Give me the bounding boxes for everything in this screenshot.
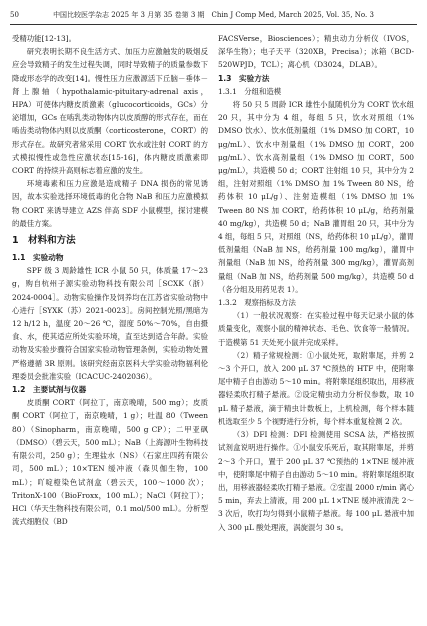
paragraph-instruments-continued: FACSVerse，Biosciences）；精虫动力分析仪（IVOS，深华生物）；电子天平（320XB，Precisa）；冰箱（BCD-520WPJD，TCL）；离心机（D3024，DLAB）。 [218, 34, 414, 70]
subsection-heading-methods: 1.3 实验方法 [218, 73, 270, 83]
paragraph-grouping: 将 50 只 5 周龄 ICR 雄性小鼠随机分为 CORT 饮水组 20 只，其中分为 4 组，每组 5 只，饮水对照组（1% DMSO 饮水）、饮水低剂量组（1% DMSO 加 CORT，10 μg/mL）、饮水中剂量组（1% DMSO 加 CORT，200 μg/mL）、饮水高剂量组（1% DMSO 加 CORT，500 μg/mL），共造模 50 d；CORT 注射组 10 只，其中分为 2 组，注射对照组（1% DMSO 加 1% Tween 80 NS，给药体积 10 μL/g）、注射造模组（1% DMSO 加 1% Tween 80 NS 加 CORT，给药体积 10 μL/g，给药剂量 40 mg/kg），共造模 50 d；NaB 灌胃组 20 只，其中分为 4 组，每组 5 只，对照组（NS，给药体积 10 μL/g），灌胃低剂量组（NaB 加 NS，给药剂量 100 mg/kg），灌胃中剂量组（NaB 加 NS，给药剂量 300 mg/kg），灌胃高剂量组（NaB 加 NS，给药剂量 500 mg/kg），共造模 50 d（各分组及用药见表 1）。 [218, 100, 414, 294]
subsection-heading-animals: 1.1 实验动物 [12, 253, 64, 263]
running-header [10, 8, 417, 22]
paragraph-general-observation: （1）一般状况观察：在实验过程中每天记录小鼠的体质量变化，观察小鼠的精神状态、毛色、饮食等一般情况。于造模第 51 天处死小鼠并完成采样。 [218, 311, 414, 347]
paragraph-rationale: 环境毒素和压力应激是造成精子 DNA 损伤的常见诱因，故本实验选择环境低毒的化合物 NaB 和压力应激模拟物 CORT 来诱导建立 AZS 伴高 SDF 小鼠模型，探讨建模的最佳方案。 [12, 179, 208, 228]
subsection-heading-reagents: 1.2 主要试剂与仪器 [12, 385, 87, 395]
subsubsection-heading-indicators: 1.3.2 观察指标及方法 [218, 298, 296, 308]
section-heading-materials-methods: 1 材料和方法 [12, 235, 76, 247]
right-column [218, 32, 414, 534]
paragraph-continuation: 受精功能[12-13]。 [12, 34, 77, 43]
header-rule [10, 24, 417, 25]
journal-citation: 中国比较医学杂志 2025 年 3 月第 35 卷第 3 期 Chin J Comp Med, March 2025, Vol. 35, No. 3 [53, 11, 374, 19]
subsubsection-heading-grouping: 1.3.1 分组和造模 [218, 86, 282, 96]
paragraph-background: 研究表明长期不良生活方式、加压力应激触发的吸烟反应会导致精子的发生过程失调，同时导致精子的质量参数下降或形态学的改变[14]。慢性压力应激源活下丘脑－垂体－肾上腺轴（hypothalamic-pituitary-adrenal axis，HPA）可使体内糖皮质激素（glucocorticoids，GCs）分泌增加，GCs 在啮乳类动物体内以皮质醇的形式存在，而在啮齿类动物体内则以皮质酮（corticosterone，CORT）的形式存在。故研究者常采用 CORT 饮水或注射 CORT 的方式模拟慢性或急性应激状态[15-16]，体内糖皮质激素即 CORT 的持续升高则标志着应激的发生。 [12, 47, 208, 176]
paragraph-dfi-test: （3）DFI 检测：DFI 检测使用 SCSA 法，严格按照试剂盒说明进行操作。①小鼠安乐死后，取其附睾尾，并剪 2～3 个开口，置于 200 μL 37 ℃预热的 1×TNE 缓冲液中，使附睾尾中精子自由游动 5～10 min。将附睾尾组织取出，用移液器轻柔吹打精子悬液。②室温 2000 r/min 离心 5 min，弃去上清液，用 200 μL 1×TNE 缓冲液清洗 2～3 次后，吹打均匀得到小鼠精子悬液。每 100 μL 悬液中加入 300 μL 酸处理液，涡旋混匀 30 s。 [218, 430, 414, 532]
paragraph-sperm-routine: （2）精子常规检测：①小鼠处死，取附睾尾，并剪 2～3 个开口，放入 200 μL 37 ℃预热的 HTF 中，使附睾尾中精子自由游动 5～10 min。将附睾尾组织取出，用移液器轻柔吹打精子悬液。②设定精虫动力分析仪参数，取 10 μL 精子悬液，滴于精虫计数板上，上机检测，每个样本随机选取至少 5 个视野进行分析，每个样本重复检测 2 次。 [218, 350, 414, 426]
paragraph-animals: SPF 级 3 周龄雄性 ICR 小鼠 50 只，体质量 17～23 g，购自杭州子源实验动物科技有限公司［SCXK（浙）2024-0004］。动物实验操作及饲养均在江苏省实验动物中心进行［SYXK（苏）2021-0023］。房间控制光照/黑暗为 12 h/12 h，温度 20～26 ℃，湿度 50%～70%，自由摄食、水，使其适应所处实验环境，直至达到适合年龄。实验动物及实验步骤符合国家实验动物管理条例，实验动物处置严格遵循 3R 原则。该研究经南京医科大学实验动物福利伦理委员会批准实验（ICACUC-2402036）。 [12, 266, 208, 381]
paragraph-reagents: 皮质酮 CORT（阿拉丁，南京晚晴，500 mg）；皮质酮 CORT（阿拉丁，南京晚晴，1 g）；吐温 80（Tween 80）（Sinopharm，南京晚晴，500 g CP）；二甲亚砜（DMSO）（碧云天，500 mL）；NaB（上海源叶生物科技有限公司，250 g）；生理盐水（NS）（石家庄四药有限公司，500 mL）；10×TEN 缓冲液（森贝伽生物，100 mL）；吖啶橙染色试剂盒（碧云天，100～1000 次）；TritonX-100（BioFroxx，100 mL）；NaCl（阿拉丁）；HCl（华天生物科技有限公司，0.1 mol/500 mL）。分析型流式细胞仪（BD [12, 398, 208, 527]
page-number: 50 [10, 11, 19, 19]
left-column [12, 32, 208, 528]
